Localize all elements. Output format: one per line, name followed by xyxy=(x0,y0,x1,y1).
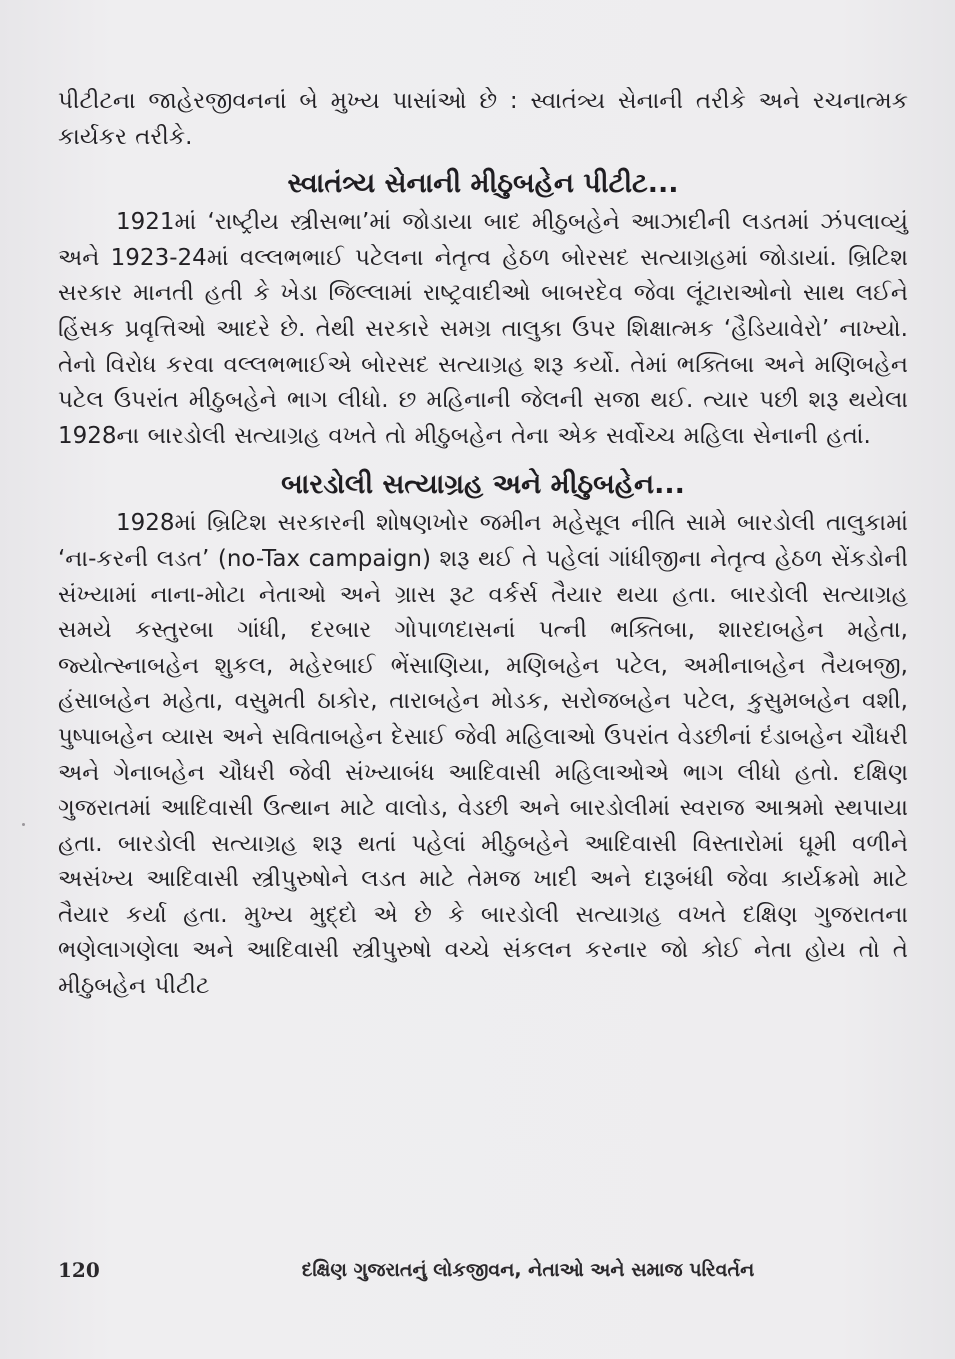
page-footer xyxy=(58,1255,908,1285)
page-content xyxy=(58,84,908,1005)
section-heading-freedom-fighter: સ્વાતંત્ર્ય સેનાની મીઠુબહેન પીટીટ... xyxy=(287,168,679,200)
running-footer-title: દક્ષિણ ગુજરાતનું લોકજીવન, નેતાઓ અને સમાજ પરિવર્તન xyxy=(301,1259,755,1281)
intro-paragraph: પીટીટના જાહેરજીવનનાં બે મુખ્ય પાસાંઓ છે : સ્વાતંત્ર્ય સેનાની તરીકે અને રચનાત્મક કાર્યકર તરીકે. xyxy=(58,88,908,150)
section-paragraph-freedom-fighter: 1921માં ‘રાષ્ટ્રીય સ્ત્રીસભા’માં જોડાયા બાદ મીઠુબહેને આઝાદીની લડતમાં ઝંપલાવ્યું અને 1923-24માં વલ્લભભાઈ પટેલના નેતૃત્વ હેઠળ બોરસદ સત્યાગ્રહમાં જોડાયાં. બ્રિટિશ સરકાર માનતી હતી કે ખેડા જિલ્લામાં રાષ્ટ્રવાદીઓ બાબરદેવ જેવા લૂંટારાઓનો સાથ લઈને હિંસક પ્રવૃત્તિઓ આદરે છે. તેથી સરકારે સમગ્ર તાલુકા ઉપર શિક્ષાત્મક ‘હૈડિયાવેરો’ નાખ્યો. તેનો વિરોધ કરવા વલ્લભભાઈએ બોરસદ સત્યાગ્રહ શરૂ કર્યો. તેમાં ભક્તિબા અને મણિબહેન પટેલ ઉપરાંત મીઠુબહેને ભાગ લીધો. છ મહિનાની જેલની સજા થઈ. ત્યાર પછી શરૂ થયેલા 1928ના બારડોલી સત્યાગ્રહ વખતે તો મીઠુબહેન તેના એક સર્વોચ્ચ મહિલા સેનાની હતાં. xyxy=(58,209,908,449)
section-heading-bardoli: બારડોલી સત્યાગ્રહ અને મીઠુબહેન... xyxy=(281,469,685,501)
page-number: 120 xyxy=(58,1258,100,1282)
paper-speck xyxy=(22,823,25,826)
section-paragraph-bardoli: 1928માં બ્રિટિશ સરકારની શોષણખોર જમીન મહેસૂલ નીતિ સામે બારડોલી તાલુકામાં ‘ના-કરની લડત’ (no-Tax campaign) શરૂ થઈ તે પહેલાં ગાંધીજીના નેતૃત્વ હેઠળ સેંકડોની સંખ્યામાં નાના-મોટા નેતાઓ અને ગ્રાસ રૂટ વર્કર્સ તૈયાર થયા હતા. બારડોલી સત્યાગ્રહ સમયે કસ્તુરબા ગાંધી, દરબાર ગોપાળદાસનાં પત્ની ભક્તિબા, શારદાબહેન મહેતા, જ્યોત્સ્નાબહેન શુકલ, મહેરબાઈ ભેંસાણિયા, મણિબહેન પટેલ, અમીનાબહેન તૈયબજી, હંસાબહેન મહેતા, વસુમતી ઠાકોર, તારાબહેન મોડક, સરોજબહેન પટેલ, કુસુમબહેન વશી, પુષ્પાબહેન વ્યાસ અને સવિતાબહેન દેસાઈ જેવી મહિલાઓ ઉપરાંત વેડછીનાં દંડાબહેન ચૌધરી અને ગેનાબહેન ચૌધરી જેવી સંખ્યાબંધ આદિવાસી મહિલાઓએ ભાગ લીધો હતો. દક્ષિણ ગુજરાતમાં આદિવાસી ઉત્થાન માટે વાલોડ, વેડછી અને બારડોલીમાં સ્વરાજ આશ્રમો સ્થપાયા હતા. બારડોલી સત્યાગ્રહ શરૂ થતાં પહેલાં મીઠુબહેને આદિવાસી વિસ્તારોમાં ઘૂમી વળીને અસંખ્ય આદિવાસી સ્ત્રીપુરુષોને લડત માટે તેમજ ખાદી અને દારૂબંધી જેવા કાર્યક્રમો માટે તૈયાર કર્યા હતા. મુખ્ય મુદ્દો એ છે કે બારડોલી સત્યાગ્રહ વખતે દક્ષિણ ગુજરાતના ભણેલાગણેલા અને આદિવાસી સ્ત્રીપુરુષો વચ્ચે સંકલન કરનાર જો કોઈ નેતા હોય તો તે મીઠુબહેન પીટીટ xyxy=(58,510,908,1000)
